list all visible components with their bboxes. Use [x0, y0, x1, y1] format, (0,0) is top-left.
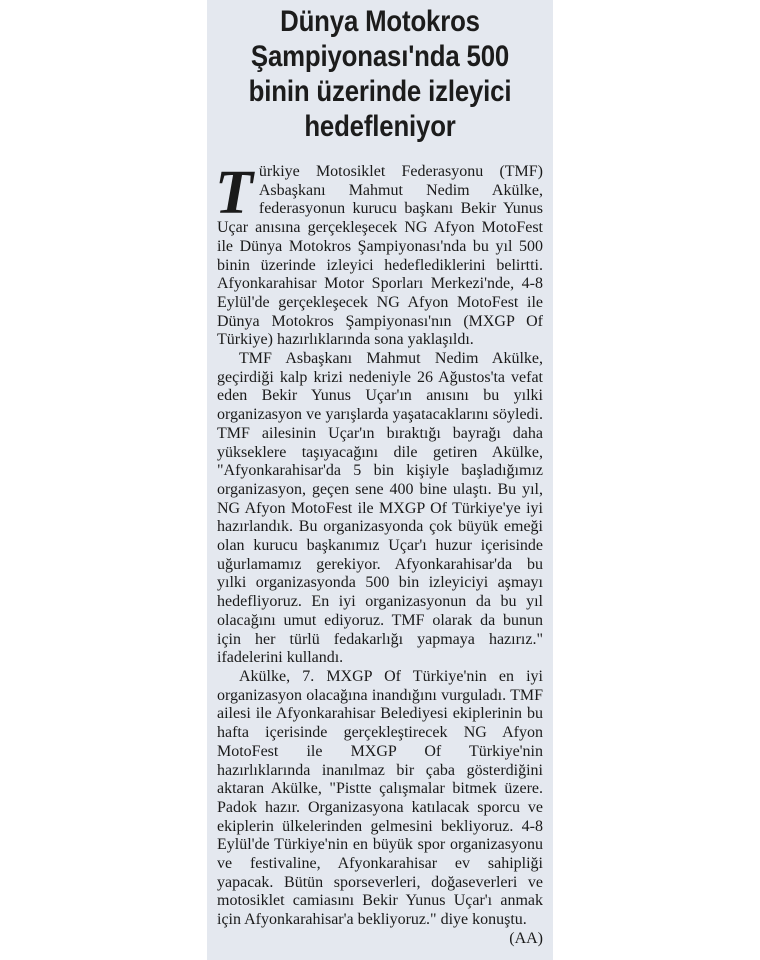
article-paragraph-3 — [217, 667, 543, 947]
drop-cap: T — [215, 159, 253, 227]
article-paragraph-1 — [215, 159, 543, 350]
news-source: (AA) — [509, 929, 543, 947]
newspaper-clipping — [207, 0, 553, 960]
article-body — [215, 159, 543, 949]
paragraph-1-text: ürkiye Motosiklet Federasyonu (TMF) Asbaşkanı Mahmut Nedim Akülke, federasyonun kurucu başkanı Bekir Yunus Uçar anısına gerçekleşecek NG Afyon MotoFest ile Dünya Motokros Şampiyonası'nda bu yıl 500 binin üzerinde izleyici hedeflediklerini belirtti. Afyonkarahisar Motor Sporları Merkezi'nde, 4-8 Eylül'de gerçekleşecek NG Afyon MotoFest ile Dünya Motokros Şampiyonası'nın (MXGP Of Türkiye) hazırlıklarında sona yaklaşıldı. — [217, 163, 543, 349]
paragraph-3-text: Akülke, 7. MXGP Of Türkiye'nin en iyi organizasyon olacağına inandığını vurguladı. TMF ailesi ile Afyonkarahisar Belediyesi ekiplerinin bu hafta içerisinde gerçekleştirecek NG Afyon MotoFest ile MXGP Of Türkiye'nin hazırlıklarında inanılmaz bir çaba gösterdiğini aktaran Akülke, "Pistte çalışmalar bitmek üzere. Padok hazır. Organizasyona katılacak sporcu ve ekiplerin ülkelerinden gelmesini bekliyoruz. 4-8 Eylül'de Türkiye'nin en büyük spor organizasyonu ve festivaline, Afyonkarahisar ev sahipliği yapacak. Bütün sporseverleri, doğaseverleri ve motosiklet camiasını Bekir Yunus Uçar'ı anmak için Afyonkarahisar'a bekliyoruz." diye konuştu. — [217, 667, 543, 929]
article-paragraph-2: TMF Asbaşkanı Mahmut Nedim Akülke, geçirdiği kalp krizi nedeniyle 26 Ağustos'ta vefat eden Bekir Yunus Uçar'ın anısını bu yılki organizasyon ve yarışlarda yaşatacaklarını söyledi. TMF ailesinin Uçar'ın bıraktığı bayrağı daha yükseklere taşıyacağını dile getiren Akülke, "Afyonkarahisar'da 5 bin kişiyle başladığımız organizasyon, geçen sene 400 bine ulaştı. Bu yıl, NG Afyon MotoFest ile MXGP Of Türkiye'ye iyi hazırlandık. Bu organizasyonda çok büyük emeği olan kurucu başkanımız Uçar'ı huzur içerisinde uğurlamamız gerekiyor. Afyonkarahisar'da bu yılki organizasyonda 500 bin izleyiciyi aşmayı hedefliyoruz. En iyi organizasyonun da bu yıl olacağını umut ediyoruz. TMF olarak da bunun için her türlü fedakarlığı yapmaya hazırız." ifadelerini kullandı. — [217, 350, 543, 667]
article-headline: Dünya Motokros Şampiyonası'nda 500 binin üzerinde izleyici hedefleniyor — [248, 5, 512, 143]
